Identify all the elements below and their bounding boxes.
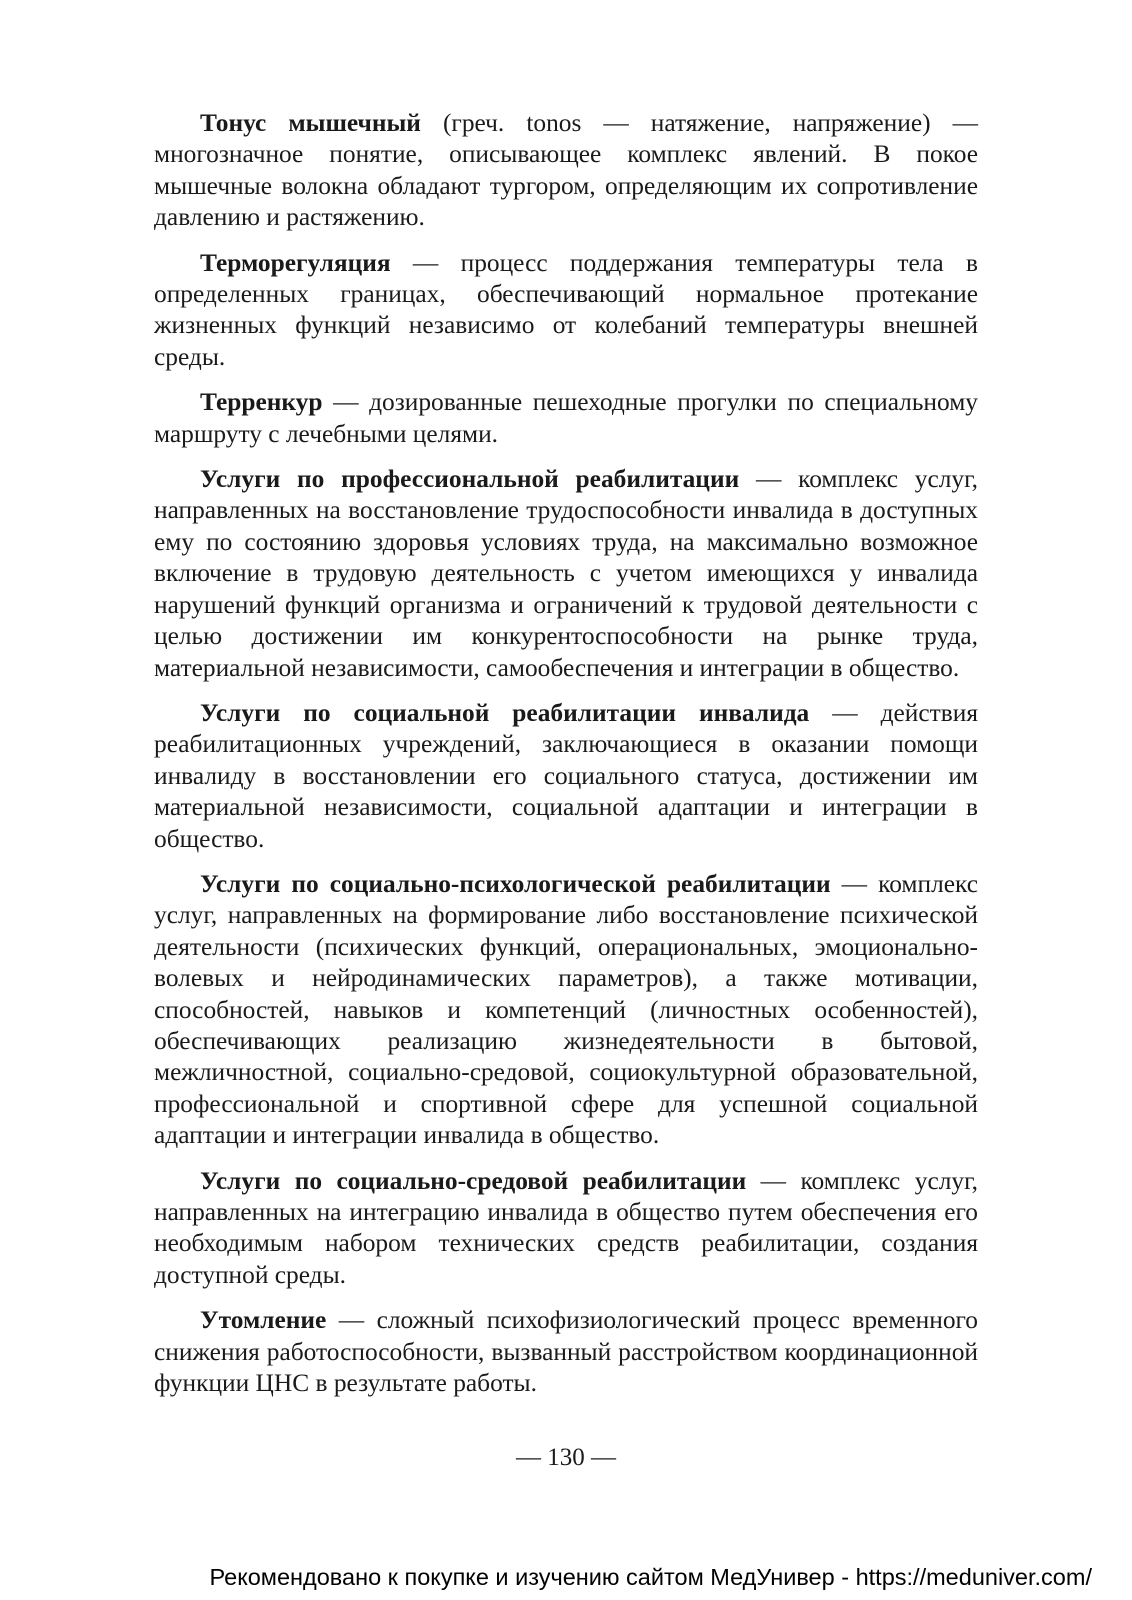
glossary-term: Услуги по социально-психологической реабилитации	[200, 869, 831, 898]
glossary-entry-psychological-rehab	[154, 869, 978, 1152]
glossary-term: Тонус мышечный	[200, 109, 421, 137]
glossary-entry-tonus	[154, 108, 978, 234]
glossary-term: Услуги по профессиональной реабилитации	[200, 465, 740, 494]
glossary-entry-terrenkur	[154, 387, 978, 450]
glossary-term: Терренкур	[200, 388, 323, 417]
glossary-term: Услуги по социальной реабилитации инвалида	[200, 698, 810, 727]
glossary-term: Утомление	[200, 1306, 327, 1335]
glossary-term: Терморегуляция	[200, 248, 391, 277]
document-body	[154, 108, 978, 1413]
glossary-definition: — сложный психофизиологический процесс временного снижения работоспособности, вызванный расстройством координационной функции ЦНС в результате работы.	[154, 1306, 978, 1398]
glossary-definition: — процесс поддержания температуры тела в определенных границах, обеспечивающий нормальное протекание жизненных функций независимо от колебаний температуры внешней среды.	[154, 248, 978, 371]
footer-watermark: Рекомендовано к покупке и изучению сайтом МедУнивер - https://meduniver.com/	[209, 1564, 1092, 1590]
glossary-entry-thermoregulation	[154, 248, 978, 374]
glossary-entry-environmental-rehab	[154, 1166, 978, 1292]
glossary-definition: (греч. tonos — натяжение, напряжение) — многозначное понятие, описывающее комплекс явлений. В покое мышечные волокна обладают тургором, определяющим их сопротивление давлению и растяжению.	[154, 109, 979, 232]
glossary-definition: — комплекс услуг, направленных на формирование либо восстановление психической деятельности (психических функций, операциональных, эмоционально-волевых и нейродинамических параметров), а также мотивации, способностей, навыков и компетенций (личностных особенностей), обеспечивающих реализацию жизнедеятельности в бытовой, межличностной, социально-средовой, социокультурной образовательной, профессиональной и спортивной сфере для успешной социальной адаптации и интеграции инвалида в общество.	[154, 869, 978, 1150]
glossary-definition: — комплекс услуг, направленных на интеграцию инвалида в общество путем обеспечения его необходимым набором технических средств реабилитации, создания доступной среды.	[154, 1166, 978, 1289]
page-number: — 130 —	[516, 1444, 616, 1471]
glossary-term: Услуги по социально-средовой реабилитации	[200, 1166, 747, 1195]
glossary-definition: — дозированные пешеходные прогулки по специальному маршруту с лечебными целями.	[154, 388, 978, 448]
glossary-definition: — действия реабилитационных учреждений, заключающиеся в оказании помощи инвалиду в восстановлении его социального статуса, достижении им материальной независимости, социальной адаптации и интеграции в общество.	[154, 698, 979, 853]
glossary-entry-social-rehab	[154, 698, 978, 855]
glossary-entry-fatigue	[154, 1305, 978, 1399]
glossary-entry-professional-rehab	[154, 464, 978, 684]
glossary-definition: — комплекс услуг, направленных на восстановление трудоспособности инвалида в доступных ему по состоянию здоровья условиях труда, на максимально возможное включение в трудовую деятельность с учетом имеющихся у инвалида нарушений функций организма и ограничений к трудовой деятельности с целью достижении им конкурентоспособности на рынке труда, материальной независимости, самообеспечения и интеграции в общество.	[154, 465, 978, 682]
